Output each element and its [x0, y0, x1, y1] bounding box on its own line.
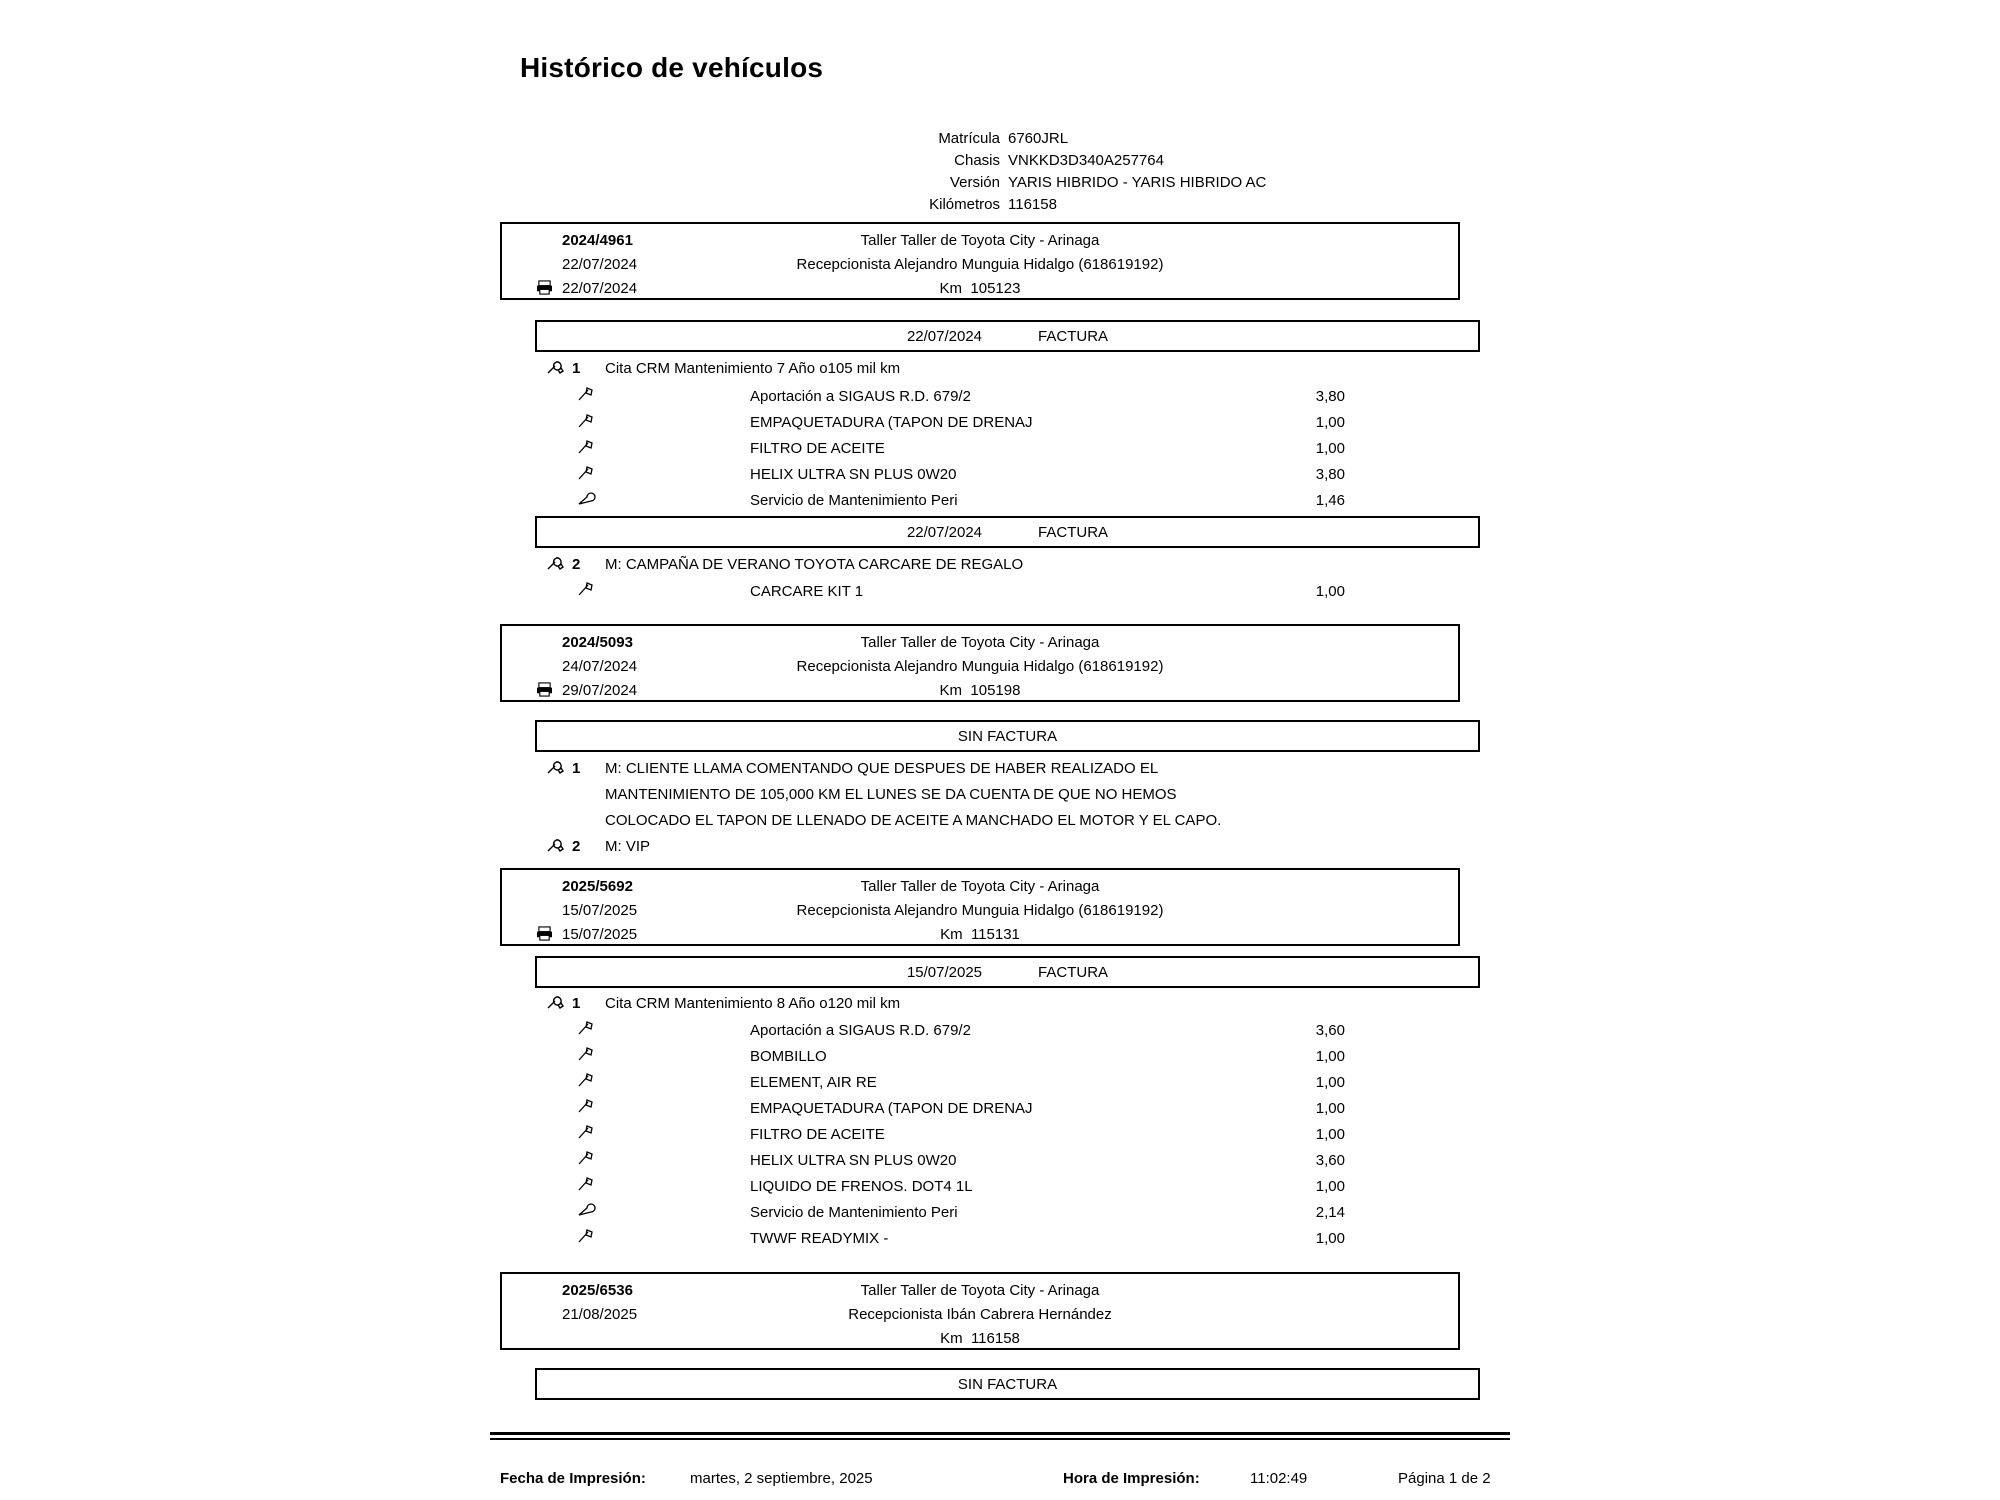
operation-description: M: CAMPAÑA DE VERANO TOYOTA CARCARE DE REGALO	[605, 556, 1024, 573]
vehicle-field-label: Chasis	[954, 152, 1000, 169]
part-name: TWWF READYMIX -	[750, 1230, 889, 1247]
vehicle-field-value: 6760JRL	[1008, 130, 1069, 147]
order-date-open: 24/07/2024	[562, 658, 638, 675]
operation-number: 2	[572, 838, 581, 855]
part-quantity: 1,00	[1315, 583, 1345, 600]
order-workshop: Taller Taller de Toyota City - Arinaga	[860, 232, 1100, 249]
operation-number: 1	[572, 360, 581, 377]
part-icon	[576, 1045, 596, 1063]
footer-divider	[490, 1432, 1510, 1435]
part-icon	[576, 438, 596, 456]
part-icon	[576, 1227, 596, 1245]
part-icon	[576, 1097, 596, 1115]
part-quantity: 1,00	[1315, 1074, 1345, 1091]
order-number: 2025/6536	[562, 1282, 633, 1299]
part-quantity: 1,00	[1315, 1126, 1345, 1143]
part-quantity: 1,00	[1315, 1100, 1345, 1117]
order-km-label: Km	[940, 1330, 963, 1347]
vehicle-field-value: 116158	[1008, 196, 1057, 213]
invoice-type: FACTURA	[1038, 523, 1109, 541]
invoice-type: SIN FACTURA	[957, 727, 1058, 745]
part-quantity: 3,80	[1315, 466, 1345, 483]
part-name: CARCARE KIT 1	[750, 583, 864, 600]
order-workshop: Taller Taller de Toyota City - Arinaga	[860, 634, 1100, 651]
order-date-print: 15/07/2025	[562, 926, 638, 943]
operation-description: Cita CRM Mantenimiento 7 Año o105 mil km	[605, 360, 901, 377]
wrench-icon	[546, 556, 564, 572]
print-time-label: Hora de Impresión:	[1063, 1470, 1200, 1487]
part-quantity: 1,00	[1315, 1178, 1345, 1195]
wrench-icon	[546, 995, 564, 1011]
part-name: Servicio de Mantenimiento Peri	[750, 1204, 958, 1221]
operation-description: M: CLIENTE LLAMA COMENTANDO QUE DESPUES DE HABER REALIZADO EL	[605, 760, 1159, 777]
part-icon	[576, 412, 596, 430]
page-title: Histórico de vehículos	[520, 52, 824, 83]
order-km	[502, 926, 1458, 943]
operation-description: M: VIP	[605, 838, 651, 855]
vehicle-header	[870, 128, 1350, 216]
order-header-block	[500, 624, 1460, 702]
wrench-icon	[546, 760, 564, 776]
order-number: 2025/5692	[562, 878, 633, 895]
vehicle-field-kilometros	[870, 194, 1350, 216]
order-header-block	[500, 222, 1460, 300]
page-number: Página 1 de 2	[1398, 1470, 1491, 1487]
part-quantity: 3,80	[1315, 388, 1345, 405]
order-km-value: 105123	[970, 280, 1021, 297]
order-receptionist: Recepcionista Alejandro Munguia Hidalgo (618619192)	[796, 658, 1164, 675]
part-name: Aportación a SIGAUS R.D. 679/2	[750, 388, 971, 405]
order-receptionist: Recepcionista Ibán Cabrera Hernández	[848, 1306, 1112, 1323]
vehicle-field-matricula	[870, 128, 1350, 150]
operation-description-line2: MANTENIMIENTO DE 105,000 KM EL LUNES SE DA CUENTA DE QUE NO HEMOS	[605, 786, 1177, 803]
vehicle-field-value: YARIS HIBRIDO - YARIS HIBRIDO AC	[1008, 174, 1267, 191]
order-workshop: Taller Taller de Toyota City - Arinaga	[860, 1282, 1100, 1299]
part-quantity: 1,00	[1315, 440, 1345, 457]
order-receptionist: Recepcionista Alejandro Munguia Hidalgo (618619192)	[796, 256, 1164, 273]
part-name: HELIX ULTRA SN PLUS 0W20	[750, 1152, 957, 1169]
order-receptionist: Recepcionista Alejandro Munguia Hidalgo (618619192)	[796, 902, 1164, 919]
part-name: FILTRO DE ACEITE	[750, 1126, 885, 1143]
order-km	[502, 280, 1458, 297]
part-icon	[576, 464, 596, 482]
order-header-block	[500, 868, 1460, 946]
order-date-print: 22/07/2024	[562, 280, 638, 297]
invoice-header	[535, 956, 1480, 988]
invoice-header	[535, 720, 1480, 752]
invoice-date: 22/07/2024	[906, 327, 983, 345]
invoice-header	[535, 1368, 1480, 1400]
part-name: HELIX ULTRA SN PLUS 0W20	[750, 466, 957, 483]
order-km-label: Km	[939, 280, 963, 297]
invoice-date: 15/07/2025	[906, 963, 983, 981]
operation-description-line3: COLOCADO EL TAPON DE LLENADO DE ACEITE A MANCHADO EL MOTOR Y EL CAPO.	[605, 812, 1222, 829]
part-name: FILTRO DE ACEITE	[750, 440, 885, 457]
order-km-value: 115131	[970, 926, 1020, 943]
order-km	[502, 1330, 1458, 1347]
order-number: 2024/5093	[562, 634, 633, 651]
order-date-print: 29/07/2024	[562, 682, 638, 699]
operation-number: 1	[572, 760, 581, 777]
order-km-label: Km	[940, 926, 963, 943]
part-quantity: 1,46	[1315, 492, 1345, 509]
wrench-icon	[546, 838, 564, 854]
order-number: 2024/4961	[562, 232, 633, 249]
part-quantity: 3,60	[1315, 1152, 1345, 1169]
order-km-value: 105198	[970, 682, 1021, 699]
invoice-header	[535, 320, 1480, 352]
part-name: Aportación a SIGAUS R.D. 679/2	[750, 1022, 971, 1039]
invoice-type: SIN FACTURA	[957, 1375, 1058, 1393]
print-date-label: Fecha de Impresión:	[500, 1470, 646, 1487]
vehicle-field-value: VNKKD3D340A257764	[1008, 152, 1164, 169]
vehicle-field-chasis	[870, 150, 1350, 172]
labour-icon	[576, 490, 596, 508]
part-name: LIQUIDO DE FRENOS. DOT4 1L	[750, 1178, 973, 1195]
order-date-open: 21/08/2025	[562, 1306, 638, 1323]
order-date-open: 22/07/2024	[562, 256, 638, 273]
part-name: EMPAQUETADURA (TAPON DE DRENAJ	[750, 1100, 1033, 1117]
part-quantity: 2,14	[1315, 1204, 1345, 1221]
part-name: BOMBILLO	[750, 1048, 827, 1065]
invoice-type: FACTURA	[1038, 327, 1109, 345]
labour-icon	[576, 1201, 596, 1219]
operation-number: 1	[572, 995, 581, 1012]
part-icon	[576, 1071, 596, 1089]
operation-description: Cita CRM Mantenimiento 8 Año o120 mil km	[605, 995, 901, 1012]
invoice-type: FACTURA	[1038, 963, 1109, 981]
operation-number: 2	[572, 556, 581, 573]
order-km-label: Km	[939, 682, 963, 699]
part-name: EMPAQUETADURA (TAPON DE DRENAJ	[750, 414, 1033, 431]
wrench-icon	[546, 360, 564, 376]
part-quantity: 1,00	[1315, 1048, 1345, 1065]
part-name: Servicio de Mantenimiento Peri	[750, 492, 958, 509]
part-quantity: 3,60	[1315, 1022, 1345, 1039]
vehicle-field-label: Versión	[949, 174, 1000, 191]
footer-divider-secondary	[490, 1438, 1510, 1440]
order-date-open: 15/07/2025	[562, 902, 638, 919]
part-name: ELEMENT, AIR RE	[750, 1074, 877, 1091]
invoice-date: 22/07/2024	[906, 523, 983, 541]
part-quantity: 1,00	[1315, 1230, 1345, 1247]
invoice-header	[535, 516, 1480, 548]
order-km-value: 116158	[970, 1330, 1020, 1347]
order-km	[502, 682, 1458, 699]
vehicle-field-label: Matrícula	[938, 130, 1000, 147]
vehicle-field-version	[870, 172, 1350, 194]
print-time-value: 11:02:49	[1250, 1470, 1308, 1487]
part-quantity: 1,00	[1315, 414, 1345, 431]
vehicle-field-label: Kilómetros	[929, 196, 1000, 213]
part-icon	[576, 1175, 596, 1193]
order-workshop: Taller Taller de Toyota City - Arinaga	[860, 878, 1100, 895]
part-icon	[576, 385, 596, 403]
part-icon	[576, 580, 596, 598]
part-icon	[576, 1149, 596, 1167]
part-icon	[576, 1123, 596, 1141]
order-header-block	[500, 1272, 1460, 1350]
part-icon	[576, 1019, 596, 1037]
print-date-value: martes, 2 septiembre, 2025	[690, 1470, 873, 1487]
